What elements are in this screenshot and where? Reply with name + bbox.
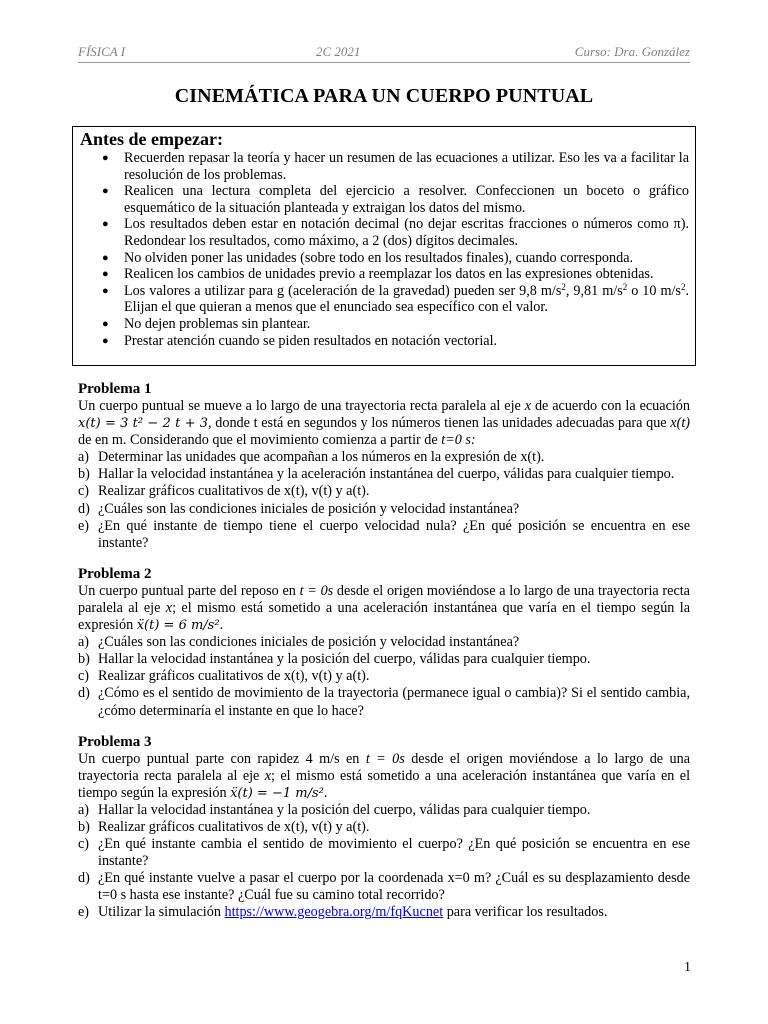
document-title: CINEMÁTICA PARA UN CUERPO PUNTUAL [174,85,594,107]
list-item: e) Utilizar la simulación https://www.geogebra.org/m/fqKucnet para verificar los resultados. [78,904,608,921]
problem-2 [78,566,690,720]
list-item: c) Realizar gráficos cualitativos de x(t), v(t) y a(t). [78,483,370,500]
intro-item: ● Realicen una lectura completa del ejercicio a resolver. Confeccionen un boceto o gráfico esquemático de la situación planteada y extraigan los datos del mismo. [102,183,689,216]
bullet-icon: ● [102,185,109,198]
equation: ẍ(t) = 6 m/s² [136,618,220,634]
list-item: a) ¿Cuáles son las condiciones iniciales de posición y velocidad instantánea? [78,634,520,651]
bullet-icon: ● [102,152,109,164]
intro-heading: Antes de empezar: [80,129,223,149]
problem-title: Problema 1 [78,381,152,397]
intro-box [72,126,696,366]
list-item: a) Determinar las unidades que acompañan a los números en la expresión de x(t). [78,449,545,466]
list-item: a) Hallar la velocidad instantánea y la posición del cuerpo, válidas para cualquier tiempo. [78,801,591,818]
list-item: c) ¿En qué instante cambia el sentido de movimiento el cuerpo? ¿En qué posición se encuentra en ese instante? [78,836,690,870]
bullet-icon: ● [102,317,109,330]
list-item: b) Realizar gráficos cualitativos de x(t), v(t) y a(t). [78,818,370,835]
intro-item: ● Recuerden repasar la teoría y hacer un resumen de las ecuaciones a utilizar. Eso les va a facilitar la resolución de los problemas. [102,150,689,183]
equation: ẍ(t) = −1 m/s² [230,785,324,801]
bullet-icon: ● [102,218,109,231]
page-header [78,44,690,63]
equation: x(t) = 3 t² − 2 t + 3 [78,416,209,432]
list-item: d) ¿Cuáles son las condiciones iniciales de posición y velocidad instantánea? [78,500,520,517]
problem-items [78,634,690,719]
problem-3 [78,734,690,922]
bullet-icon: ● [102,268,109,281]
header-instructor: Curso: Dra. González [574,44,690,59]
intro-item: ● Los resultados deben estar en notación decimal (no dejar escritas fracciones o números como π). Redondear los resultados, como máximo, a 2 (dos) dígitos decimales. [102,216,689,249]
intro-item: ● Realicen los cambios de unidades previo a reemplazar los datos en las expresiones obtenidas. [102,266,654,283]
bullet-icon: ● [102,251,109,264]
list-item: d) ¿Cómo es el sentido de movimiento de la trayectoria (permanece igual o cambia)? Si el sentido cambia, ¿cómo determinaría el instante en que lo hace? [78,685,690,719]
problem-title: Problema 2 [78,565,152,582]
list-item: c) Realizar gráficos cualitativos de x(t), v(t) y a(t). [78,668,370,685]
problem-title: Problema 3 [78,733,152,750]
intro-item: ● No olviden poner las unidades (sobre todo en los resultados finales), cuando corresponda. [102,249,634,266]
problem-items [78,449,690,552]
page-number: 1 [684,960,691,975]
problem-statement: Un cuerpo puntual se mueve a lo largo de una trayectoria recta paralela al eje x de acuerdo con la ecuación x(t) = 3 t² − 2 t + 3, donde t está en segundos y los números tienen las unidades adecuadas para que x(t) de en m. Considerando que el movimiento comienza a partir de t=0 s: [78,398,690,449]
list-item: e) ¿En qué instante de tiempo tiene el cuerpo velocidad nula? ¿En qué posición se encuentra en ese instante? [78,517,690,551]
geogebra-link[interactable]: https://www.geogebra.org/m/fqKucnet [224,904,444,921]
intro-item: ● No dejen problemas sin plantear. [102,315,311,332]
intro-item: ● Prestar atención cuando se piden resultados en notación vectorial. [102,332,498,349]
bullet-icon: ● [102,284,109,297]
list-item: b) Hallar la velocidad instantánea y la aceleración instantánea del cuerpo, válidas para cualquier tiempo. [78,466,675,483]
header-course: FÍSICA I [78,44,126,59]
problem-statement: Un cuerpo puntual parte del reposo en t = 0s desde el origen moviéndose a lo largo de una trayectoria recta paralela al eje x; el mismo está sometido a una aceleración instantánea que varía en el tiempo según la expresión ẍ(t) = 6 m/s². [78,582,690,634]
header-term: 2C 2021 [316,44,361,59]
list-item: d) ¿En qué instante vuelve a pasar el cuerpo por la coordenada x=0 m? ¿Cuál es su desplazamiento desde t=0 s hasta ese instante? ¿Cuál fue su camino total recorrido? [78,870,690,904]
bullet-icon: ● [102,334,109,347]
intro-list [80,150,689,349]
problem-items [78,802,690,922]
problems-section [78,381,690,936]
intro-item-gravity: ● Los valores a utilizar para g (aceleración de la gravedad) pueden ser 9,8 $m/s^2$, 9,81 $m/s^2$ o 10 $m/s^2$. Elijan el que quieran a menos que el enunciado sea específico con el valor. [102,281,690,316]
list-item: b) Hallar la velocidad instantánea y la posición del cuerpo, válidas para cualquier tiempo. [78,651,591,668]
problem-statement: Un cuerpo puntual parte con rapidez 4 m/s en t = 0s desde el origen moviéndose a lo largo de una trayectoria recta paralela al eje x; el mismo está sometido a una aceleración instantánea que varía en el tiempo según la expresión ẍ(t) = −1 m/s². [78,750,691,801]
problem-1 [78,381,690,552]
